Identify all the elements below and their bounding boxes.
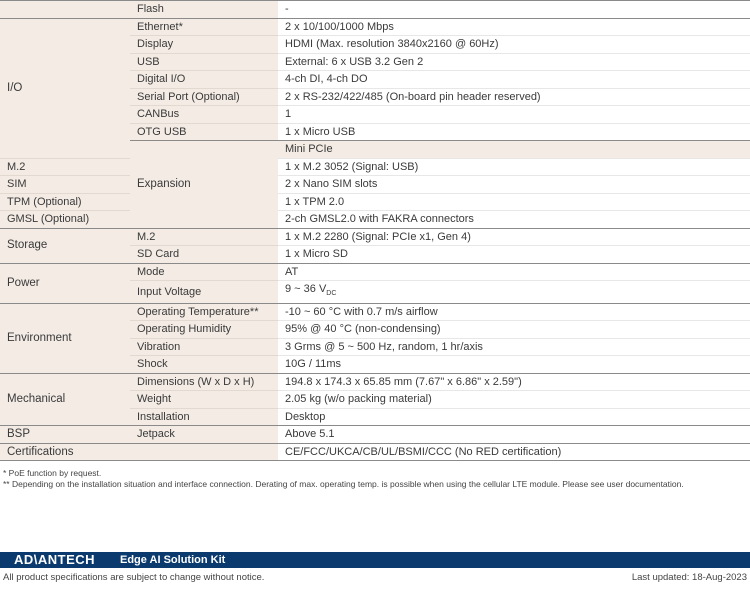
spec-value-text: 3 Grms @ 5 ~ 500 Hz, random, 1 hr/axis [285, 340, 483, 353]
spec-value-text: 2.05 kg (w/o packing material) [285, 393, 432, 406]
spec-value [278, 88, 750, 106]
spec-row [0, 303, 750, 321]
spec-value-text: - [285, 3, 289, 15]
spec-value [278, 408, 750, 426]
spec-category: BSP [0, 426, 130, 444]
spec-item: Serial Port (Optional) [130, 88, 278, 106]
spec-value [278, 71, 750, 89]
spec-item: Operating Humidity [130, 321, 278, 339]
spec-value-text: CE/FCC/UKCA/CB/UL/BSMI/CCC (No RED certification) [285, 445, 562, 458]
spec-value [278, 123, 750, 141]
footer-disclaimer: All product specifications are subject to change without notice. [3, 572, 265, 583]
spec-item: SD Card [130, 246, 278, 264]
spec-value-text: 2 x Nano SIM slots [285, 178, 378, 190]
spec-value [278, 211, 750, 229]
spec-value [278, 373, 750, 391]
spec-item: Installation [130, 408, 278, 426]
spec-value [278, 1, 750, 19]
spec-item: Digital I/O [130, 71, 278, 89]
spec-value-text: 4-ch DI, 4-ch DO [285, 73, 368, 85]
spec-value [278, 338, 750, 356]
spec-category: I/O [0, 18, 130, 158]
spec-value [278, 176, 750, 194]
spec-item: Vibration [130, 338, 278, 356]
footer-last-updated: Last updated: 18-Aug-2023 [631, 572, 747, 583]
spec-value [278, 391, 750, 409]
spec-item: Display [130, 36, 278, 54]
spec-row [0, 426, 750, 444]
spec-item: M.2 [0, 158, 130, 176]
spec-value-text: Above 5.1 [285, 428, 335, 441]
spec-value [278, 263, 750, 281]
footnotes [3, 468, 684, 490]
footnote-poe: * PoE function by request. [3, 468, 102, 478]
spec-item: GMSL (Optional) [0, 211, 130, 229]
spec-item: Shock [130, 356, 278, 374]
footnote-temperature: ** Depending on the installation situation and interface connection. Derating of max. operating temp. is possible when using the cellular LTE module. Please see user documentation. [3, 479, 684, 489]
spec-value-text: 1 x Micro USB [285, 125, 356, 138]
spec-value [278, 53, 750, 71]
spec-row [0, 193, 750, 211]
spec-category: Storage [0, 228, 130, 263]
spec-value [278, 321, 750, 339]
spec-value-text: External: 6 x USB 3.2 Gen 2 [285, 55, 424, 68]
spec-value-text: 2-ch GMSL2.0 with FAKRA connectors [285, 213, 474, 225]
spec-value [278, 158, 750, 176]
spec-item: Dimensions (W x D x H) [130, 373, 278, 391]
spec-value-text: Desktop [285, 410, 326, 423]
spec-value [278, 106, 750, 124]
spec-item: CANBus [130, 106, 278, 124]
spec-item: M.2 [130, 228, 278, 246]
spec-value-text: 194.8 x 174.3 x 65.85 mm (7.67" x 6.86" x 2.59") [285, 375, 522, 388]
spec-value [278, 18, 750, 36]
spec-value-text: 1 x Micro SD [285, 248, 348, 260]
spec-value [278, 443, 750, 461]
spec-value-text: 2 x RS-232/422/485 (On-board pin header reserved) [285, 90, 541, 103]
spec-value [278, 228, 750, 246]
spec-row [0, 158, 750, 176]
spec-value-text: 1 x M.2 3052 (Signal: USB) [285, 160, 419, 173]
spec-row [0, 1, 750, 19]
spec-value-text: 10G / 11ms [285, 358, 342, 371]
spec-item: Jetpack [130, 426, 278, 444]
spec-row [0, 176, 750, 194]
footer-kit-title: Edge AI Solution Kit [120, 554, 226, 566]
spec-value-text: 1 x M.2 2280 (Signal: PCIe x1, Gen 4) [285, 230, 471, 243]
spec-row [0, 443, 750, 461]
spec-value-text: 1 [285, 108, 292, 120]
spec-row [0, 373, 750, 391]
spec-row [0, 18, 750, 36]
spec-value-text: 2 x 10/100/1000 Mbps [285, 20, 394, 33]
spec-category: Environment [0, 303, 130, 373]
spec-item: Ethernet* [130, 18, 278, 36]
spec-category [0, 1, 130, 19]
spec-row [0, 263, 750, 281]
spec-value [278, 193, 750, 211]
spec-value [278, 281, 750, 304]
spec-category: Mechanical [0, 373, 130, 426]
spec-value-text: 95% @ 40 °C (non-condensing) [285, 323, 441, 336]
spec-value [278, 36, 750, 54]
spec-item: TPM (Optional) [0, 193, 130, 211]
spec-item: Input Voltage [130, 281, 278, 304]
spec-item: Mode [130, 263, 278, 281]
spec-item [130, 443, 278, 461]
spec-row [0, 228, 750, 246]
spec-category: Certifications [0, 443, 130, 461]
spec-value [278, 356, 750, 374]
spec-item: Flash [130, 1, 278, 19]
spec-value [278, 426, 750, 444]
spec-value [278, 246, 750, 264]
spec-item: Operating Temperature** [130, 303, 278, 321]
spec-value [278, 303, 750, 321]
spec-category: Power [0, 263, 130, 303]
spec-value-text: 1 x TPM 2.0 [285, 195, 345, 208]
spec-value-subscript: DC [326, 290, 337, 298]
spec-item: USB [130, 53, 278, 71]
spec-row [0, 211, 750, 229]
footer-bar [0, 552, 750, 568]
spec-category: Expansion [130, 141, 278, 229]
spec-value-text: HDMI (Max. resolution 3840x2160 @ 60Hz) [285, 38, 499, 50]
spec-item: Weight [130, 391, 278, 409]
spec-table-body [0, 1, 750, 461]
spec-value-text: AT [285, 265, 299, 278]
spec-value-text: -10 ~ 60 °C with 0.7 m/s airflow [285, 305, 438, 318]
spec-item: SIM [0, 176, 130, 194]
spec-item: Mini PCIe [278, 141, 750, 159]
spec-item: OTG USB [130, 123, 278, 141]
spec-value-text: 9 ~ 36 V [285, 283, 327, 295]
advantech-logo: AD\ANTECH [14, 552, 96, 567]
